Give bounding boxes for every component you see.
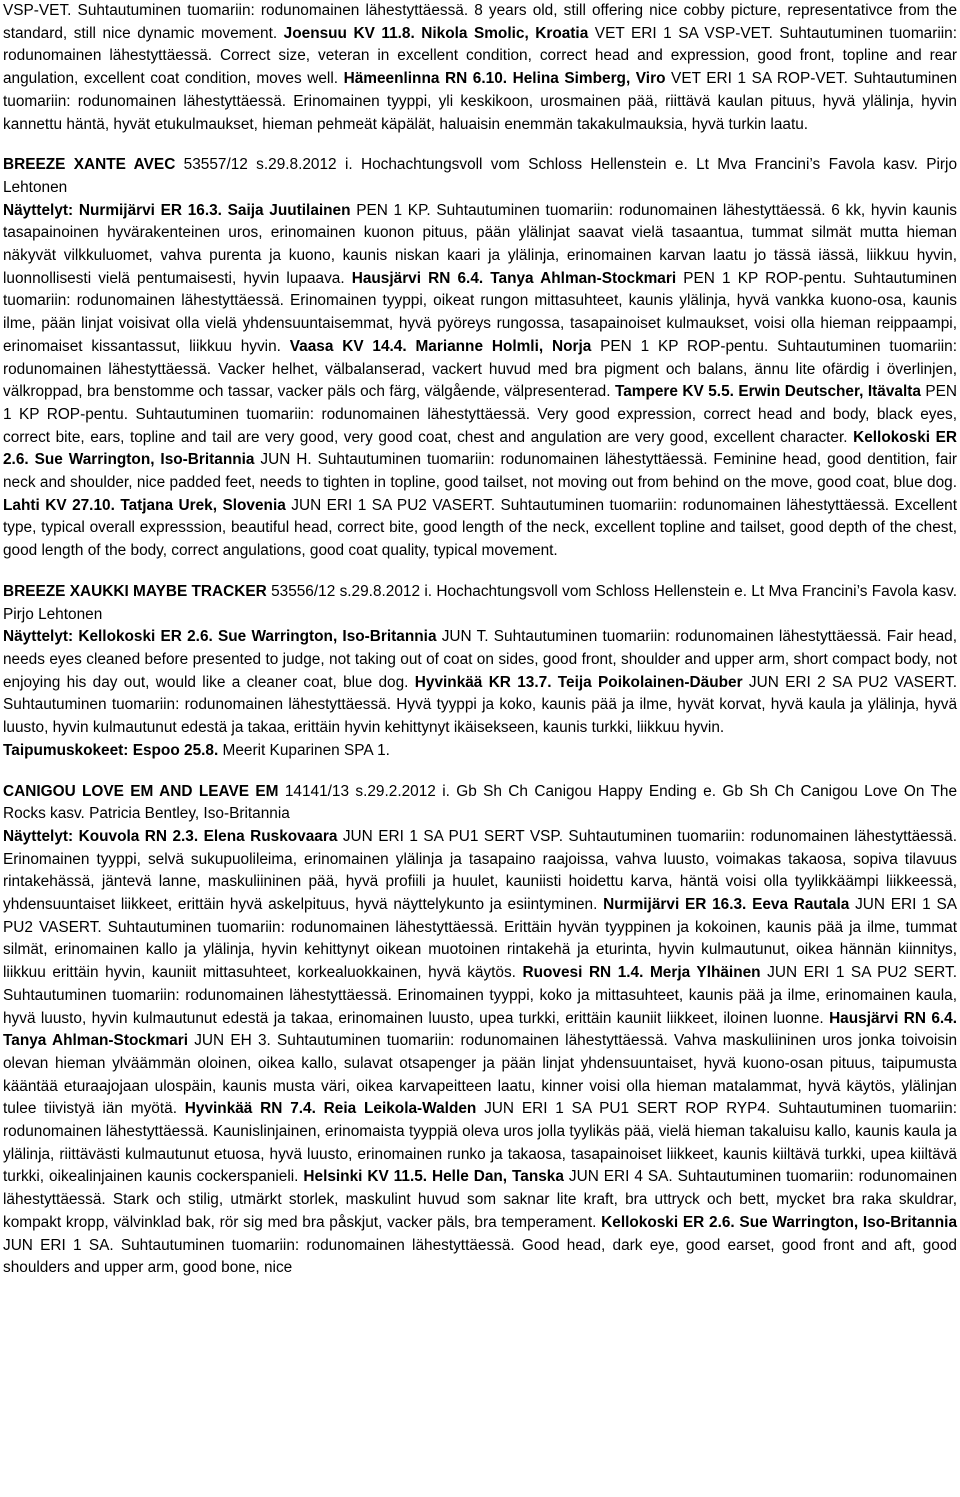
bold-heading-text: Hausjärvi RN 6.4. Tanya Ahlman-Stockmari	[3, 1009, 958, 1050]
bold-heading-text: Hausjärvi RN 6.4. Tanya Ahlman-Stockmari	[351, 269, 677, 287]
body-text: VET ERI 1 SA VSP-VET. Suhtautuminen tuomariin: rodunomainen lähestyttäessä. Correct size, veteran in excellent condition, correct head and expression, good front, topline and rear angulation, excellent coat condition, moves well.	[3, 24, 957, 88]
bold-heading-text: Helsinki KV 11.5. Helle Dan, Tanska	[303, 1168, 564, 1186]
bold-heading-text: Hyvinkää RN 7.4. Reia Leikola-Walden	[184, 1100, 477, 1118]
bold-heading-text: BREEZE XANTE AVEC	[3, 156, 176, 174]
bold-heading-text: Näyttelyt: Nurmijärvi ER 16.3. Saija Juutilainen	[3, 201, 351, 219]
body-text: PEN 1 KP ROP-pentu. Suhtautuminen tuomariin: rodunomainen lähestyttäessä. Very good expression, correct head and body, black eyes, correct bite, ears, topline and tail are very good, very good coat, chest and angulation are very good, excellent character.	[3, 383, 958, 446]
bold-heading-text: Vaasa KV 14.4. Marianne Holmli, Norja	[289, 337, 592, 355]
body-text: PEN 1 KP. Suhtautuminen tuomariin: rodunomainen lähestyttäessä. 6 kk, hyvin kaunis tasapainoinen hyvärakenteinen uros, erinomainen kuonon pituus, pään ylälinjat saavat vielä tasaantua, tummat silmät mutta hieman näkyvät vilkkuluomet, vahva purenta ja kuono, kaunis niskan kaari ja ylälinja, erinomainen karvan laatu jo tässä iässä, liikkuu hyvin, luonnollisesti vielä pentumaisesti, hyvin lupaava.	[3, 201, 957, 287]
body-text: JUN ERI 4 SA. Suhtautuminen tuomariin: rodunomainen lähestyttäessä. Stark och stilig, utmärkt storlek, maskulint huvud som saknar lite kraft, bra uttryck och bett, mycket bra raka skuldrar, kompakt kropp, välvinklad bak, rör sig med bra påskjut, vacker päls, bra temperament.	[3, 1168, 958, 1231]
bold-heading-text: Joensuu KV 11.8. Nikola Smolic, Kroatia	[283, 24, 589, 42]
paragraph-breeze-xaukki-tracking	[3, 740, 957, 763]
paragraph-intro-continuation	[3, 0, 957, 136]
bold-heading-text: Hämeenlinna RN 6.10. Helina Simberg, Viro	[343, 70, 666, 88]
body-text: JUN ERI 1 SA. Suhtautuminen tuomariin: rodunomainen lähestyttäessä. Good head, dark eye, good earset, good front and aft, good shoulders and upper arm, good bone, nice	[3, 1236, 957, 1277]
bold-heading-text: CANIGOU LOVE EM AND LEAVE EM	[3, 782, 279, 800]
body-text: VET ERI 1 SA ROP-VET. Suhtautuminen tuomariin: rodunomainen lähestyttäessä. Erinomainen tyyppi, yli keskikoon, urosmainen pää, riittävä kaulan pituus, hyvä ylälinja, hyvin kannettu häntä, hyvät etukulmaukset, hieman pehmeät käpälät, haluaisin enemmän takakulmauksia, hyvä turkin laatu.	[3, 70, 958, 133]
body-text: JUN ERI 1 SA PU1 SERT VSP. Suhtautuminen tuomariin: rodunomainen lähestyttäessä. Erinomainen tyyppi, selvä sukupuolileima, erinomainen ylälinja ja tasapaino raajoissa, vahva luusto, voimakas takaosa, sopiva tilavuus rintakehässä, jäntevä lanne, maskuliininen pää, hyvä profiili ja huulet, kauniisti hoidettu karva, häntä voisi olla tyylikkäämpi liikkeessä, yhdensuuntaiset liikkeet, erittäin hyvä askelpituus, hyvä näyttelykunto ja esiintyminen.	[3, 827, 957, 914]
bold-heading-text: Hyvinkää KR 13.7. Teija Poikolainen-Däuber	[414, 673, 743, 691]
body-text: JUN EH 3. Suhtautuminen tuomariin: rodunomainen lähestyttäessä. Vahva maskuliininen uros jonka toivoisin olevan hieman ylväämmän oloinen, oikea kallo, sulavat otsapenger ja pään linjat yhdensuuntaiset, hyvä kuono-osan pituus, taipumusta kääntää eturaajojaan ulospäin, kaunis musta väri, oikea karvapeitteen laatu, kinner voisi olla hieman matalammat, hyvä käytös, ylälinjan tulee tiivistyä iän myötä.	[3, 1032, 958, 1118]
bold-heading-text: Ruovesi RN 1.4. Merja Ylhäinen	[522, 964, 761, 982]
bold-heading-text: Näyttelyt: Kouvola RN 2.3. Elena Ruskovaara	[3, 827, 338, 845]
body-text: VSP-VET. Suhtautuminen tuomariin: rodunomainen lähestyttäessä. 8 years old, still offering nice cobby picture, representativce from the standard, still nice dynamic movement.	[3, 2, 957, 42]
bold-heading-text: Tampere KV 5.5. Erwin Deutscher, Itävalta	[614, 383, 921, 401]
body-text: JUN ERI 2 SA PU2 VASERT. Suhtautuminen tuomariin: rodunomainen lähestyttäessä. Hyvä tyyppi ja koko, kaunis pää ja ilme, hyvät korvat, hyvä kaula ja ylälinja, hyvä luusto, hyvin kulmautunut edestä ja takaa, erittäin hyvin kehittynyt ikäisekseen, kaunis turkki, liikkuu hyvin.	[3, 673, 957, 737]
paragraph-breeze-xante-avec	[3, 154, 957, 199]
paragraph-canigou	[3, 781, 957, 826]
bold-heading-text: Nurmijärvi ER 16.3. Eeva Rautala	[603, 896, 850, 914]
bold-heading-text: Taipumuskokeet: Espoo 25.8.	[3, 741, 219, 759]
body-text: JUN H. Suhtautuminen tuomariin: rodunomainen lähestyttäessä. Feminine head, good dentition, fair neck and shoulder, nice padded feet, needs to tighten in topline, good tailset, not moving out from behind on the move, good coat, blue dog.	[3, 451, 957, 492]
body-text: PEN 1 KP ROP-pentu. Suhtautuminen tuomariin: rodunomainen lähestyttäessä. Vacker helhet, välbalanserad, vackert huvud med bra pigment och balans, ännu lite ofärdig i överlinjen, välkroppad, bra benstomme och tassar, vacker päls och färg, välgående, välpresenterad.	[3, 337, 958, 401]
body-text: JUN ERI 1 SA PU2 VASERT. Suhtautuminen tuomariin: rodunomainen lähestyttäessä. Erittäin hyvän tyyppinen ja kokoinen, kaunis pää ja ilme, tummat silmät, erinomainen kallo ja ylälinja, hyvin kehittynyt oikean muotoinen rintakehä ja eturinta, hyvin kulmautunut, oikea hännän kiinnitys, liikkuu erittäin hyvin, kauniit mittasuhteet, korkealuokkainen, hyvä käytös.	[3, 896, 958, 982]
paragraph-breeze-xaukki	[3, 581, 957, 626]
bold-heading-text: Lahti KV 27.10. Tatjana Urek, Slovenia	[3, 496, 286, 514]
body-text: 53557/12 s.29.8.2012 i. Hochachtungsvoll vom Schloss Hellenstein e. Lt Mva Francini’s Favola kasv. Pirjo Lehtonen	[3, 156, 958, 196]
paragraph-breeze-xaukki-shows	[3, 626, 957, 740]
bold-heading-text: Näyttelyt: Kellokoski ER 2.6. Sue Warrington, Iso-Britannia	[3, 628, 437, 646]
body-text: JUN ERI 1 SA PU2 VASERT. Suhtautuminen tuomariin: rodunomainen lähestyttäessä. Excellent type, typical overall expresssion, beautiful head, correct bite, good length of the neck, excellent topline and tailset, good depth of the chest, good length of the body, correct angulations, good coat quality, typical movement.	[3, 496, 957, 560]
body-text: JUN T. Suhtautuminen tuomariin: rodunomainen lähestyttäessä. Fair head, needs eyes cleaned before presented to judge, not taking out of coat on sides, good front, shoulder and upper arm, short compact body, not enjoying his day out, would like a cleaner coat, blue dog.	[3, 628, 957, 691]
body-text: JUN ERI 1 SA PU2 SERT. Suhtautuminen tuomariin: rodunomainen lähestyttäessä. Erinomainen tyyppi, koko ja mittasuhteet, kaunis pää ja ilme, erinomainen kaula, hyvä luusto, hyvin kulmautunut edestä ja takaa, erinomainen luusto, upea turkki, erittäin kauniit liikkeet, iloinen luonne.	[3, 964, 957, 1027]
body-text: 14141/13 s.29.2.2012 i. Gb Sh Ch Canigou Happy Ending e. Gb Sh Ch Canigou Love On The Rocks kasv. Patricia Bentley, Iso-Britannia	[3, 782, 957, 823]
body-text: 53556/12 s.29.8.2012 i. Hochachtungsvoll vom Schloss Hellenstein e. Lt Mva Francini’s Favola kasv. Pirjo Lehtonen	[3, 582, 957, 623]
paragraph-breeze-xante-avec-shows	[3, 200, 957, 563]
body-text: Meerit Kuparinen SPA 1.	[218, 741, 390, 759]
bold-heading-text: BREEZE XAUKKI MAYBE TRACKER	[3, 582, 267, 600]
bold-heading-text: Kellokoski ER 2.6. Sue Warrington, Iso-Britannia	[3, 428, 958, 469]
paragraph-canigou-shows	[3, 826, 957, 1280]
bold-heading-text: Kellokoski ER 2.6. Sue Warrington, Iso-Britannia	[601, 1213, 957, 1231]
body-text: JUN ERI 1 SA PU1 SERT ROP RYP4. Suhtautuminen tuomariin: rodunomainen lähestyttäessä. Kaunislinjainen, erinomaista tyyppiä oleva uros jolla tyylikäs pää, vielä hieman takaluisu kallo, kaunis kaula ja ylälinja, riittävästi kulmautunut etuosa, hyvä luusto, erinomainen runko ja takaosa, tasapainoiset liikkeet, kaunis kiiltävä turkki, upea kiiltävä turkki, oikealinjainen kaunis cockerspanieli.	[3, 1100, 957, 1186]
body-text: PEN 1 KP ROP-pentu. Suhtautuminen tuomariin: rodunomainen lähestyttäessä. Erinomainen tyyppi, oikeat rungon mittasuhteet, kaunis ylälinja, hyvä vankka kuono-osa, kaunis ilme, pään linjat voisivat olla vielä yhdensuuntaisemmat, hyvä pyöreys rungossa, tasapainoiset kulmaukset, voisi olla hieman reippaampi, erinomaiset kissantassut, liikkuu hyvin.	[3, 269, 957, 355]
